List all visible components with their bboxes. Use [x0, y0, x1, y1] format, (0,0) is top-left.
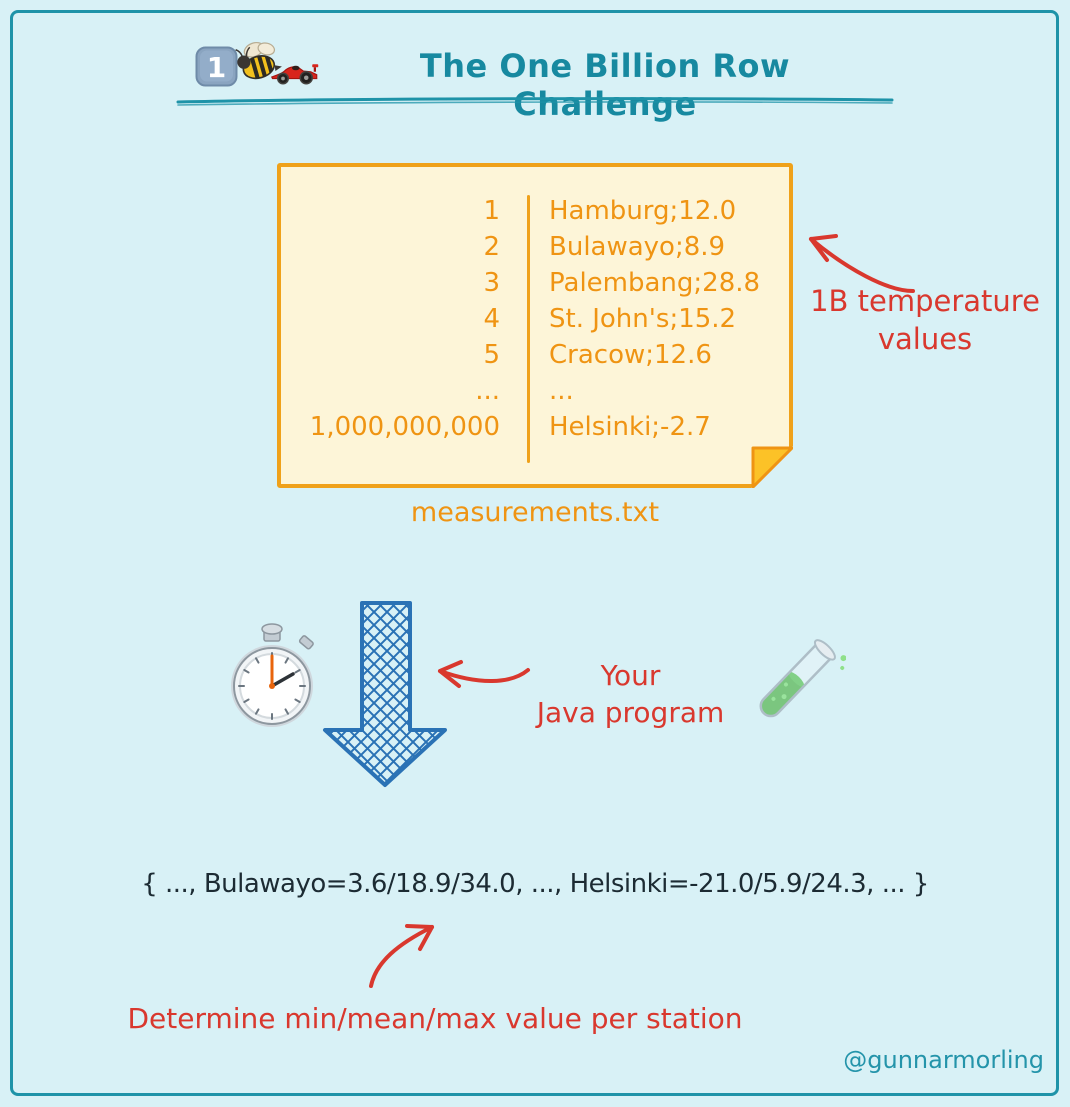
line-value: Bulawayo;8.9 [549, 232, 726, 262]
result-line: { ..., Bulawayo=3.6/18.9/34.0, ..., Helsinki=-21.0/5.9/24.3, ... } [141, 869, 929, 899]
file-row [281, 229, 789, 265]
line-number: 1 [483, 196, 500, 226]
input-annotation [800, 282, 1050, 358]
program-annotation-line2: Java program [536, 696, 725, 729]
file-rows [281, 193, 789, 445]
line-value: St. John's;15.2 [549, 304, 737, 334]
down-arrow-icon [322, 599, 448, 791]
stopwatch-icon [226, 620, 318, 738]
curved-arrow-to-program-icon [433, 658, 535, 694]
file-row [281, 337, 789, 373]
line-value: Helsinki;-2.7 [549, 412, 711, 442]
line-value: ... [549, 376, 574, 406]
line-value: Cracow;12.6 [549, 340, 712, 370]
line-number: 1,000,000,000 [309, 412, 500, 442]
line-value: Palembang;28.8 [549, 268, 761, 298]
racing-car-icon [271, 56, 319, 86]
title-underline [175, 95, 895, 107]
input-annotation-line2: values [877, 322, 973, 356]
curved-arrow-to-result-icon [358, 916, 448, 994]
input-annotation-line1: 1B temperature [810, 284, 1040, 318]
svg-text:1: 1 [206, 51, 227, 84]
line-number: ... [475, 376, 500, 406]
folded-corner-icon [747, 442, 793, 488]
keycap-1-icon [195, 46, 238, 87]
measurements-file-card [277, 163, 793, 488]
test-tube-icon [740, 626, 846, 740]
line-number: 2 [483, 232, 500, 262]
line-number: 4 [483, 304, 500, 334]
line-number: 5 [483, 340, 500, 370]
program-annotation [528, 657, 733, 731]
line-number: 3 [483, 268, 500, 298]
program-annotation-line1: Your [600, 659, 661, 692]
file-row [281, 301, 789, 337]
author-handle: @gunnarmorling [843, 1046, 1044, 1074]
file-row [281, 193, 789, 229]
file-row [281, 409, 789, 445]
task-annotation: Determine min/mean/max value per station [127, 1002, 743, 1035]
page-title: The One Billion Row Challenge [419, 47, 791, 123]
file-row [281, 265, 789, 301]
file-name-caption: measurements.txt [410, 497, 660, 528]
file-row [281, 373, 789, 409]
line-value: Hamburg;12.0 [549, 196, 737, 226]
